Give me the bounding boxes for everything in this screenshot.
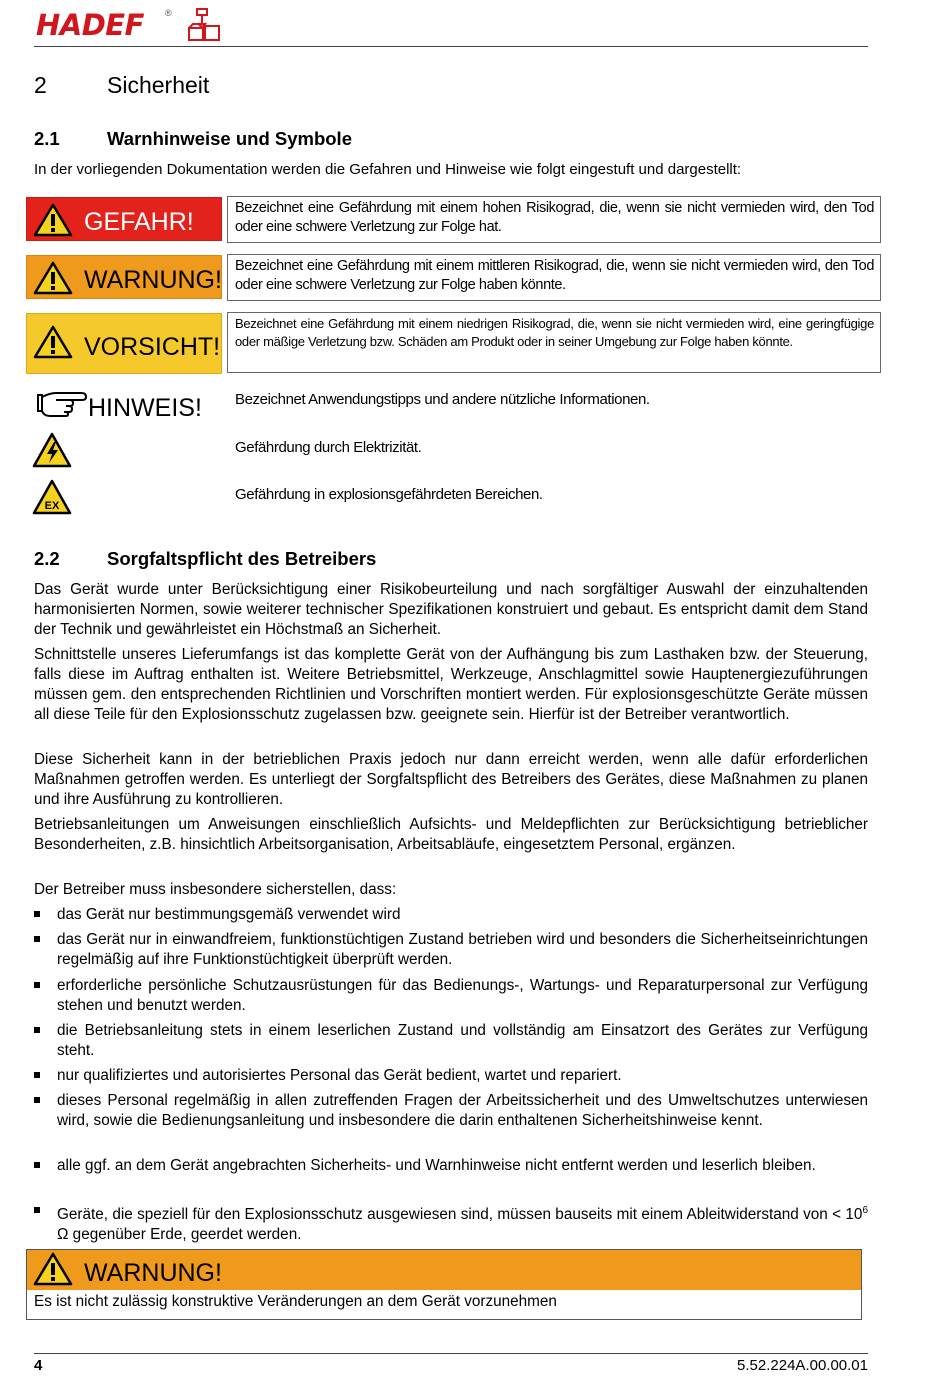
pointing-hand-icon <box>36 389 88 417</box>
hinweis-label: HINWEIS! <box>88 394 202 422</box>
paragraph: Betriebsanleitungen um Anweisungen einschließlich Aufsichts- und Meldepflichten zur Berücksichtigung betrieblicher Besonderheiten, z.B. hinsichtlich Arbeitsorganisation, Arbeitsabläufe, eingesetztem Personal, ergänzen. <box>34 816 868 853</box>
subsection-title: Sorgfaltspflicht des Betreibers <box>107 548 377 569</box>
hoist-logo-icon <box>185 6 225 44</box>
svg-text:EX: EX <box>44 500 60 512</box>
caution-signal <box>26 313 222 374</box>
electric-hazard-icon <box>32 432 72 468</box>
danger-description: Bezeichnet eine Gefährdung mit einem hohen Risikograd, die, wenn sie nicht vermieden wird, den Tod oder eine schwere Verletzung zur Folge hat. <box>227 196 881 243</box>
warning-triangle-icon <box>33 203 73 237</box>
warning-triangle-icon <box>33 1252 73 1286</box>
electric-hazard-text: Gefährdung durch Elektrizität. <box>235 439 422 456</box>
warning-description: Bezeichnet eine Gefährdung mit einem mittleren Risikograd, die, wenn sie nicht vermieden wird, den Tod oder eine schwere Verletzung zur Folge haben könnte. <box>227 254 881 301</box>
registered-mark: ® <box>165 8 172 18</box>
warning-box-label: WARNUNG! <box>84 1259 222 1287</box>
danger-signal <box>26 197 222 241</box>
danger-label: GEFAHR! <box>84 208 194 236</box>
paragraph: Das Gerät wurde unter Berücksichtigung einer Risikobeurteilung und nach sorgfältiger Auswahl der einzuhaltenden harmonisierten Normen, sowie weiterer technischer Spezifikationen konstruiert und gebaut. Es entspricht damit dem Stand der Technik und gewährleistet ein Höchstmaß an Sicherheit. <box>34 581 868 638</box>
paragraph: Schnittstelle unseres Lieferumfangs ist das komplette Gerät von der Aufhängung bis zum Lasthaken bzw. der Steuerung, falls diese im Auftrag enthalten ist. Weitere Betriebsmittel, Werkzeuge, Anschlagmittel sowie Hauptenergiezuführungen müssen gem. den entsprechenden Richtlinien und Vorschriften montiert werden. Für explosionsgeschützte Geräte müssen all diese Teile für den Explosionsschutz zugelassen bzw. geeignete sein. Hierfür ist der Betreiber verantwortlich. <box>34 646 868 723</box>
warning-triangle-icon <box>33 325 73 359</box>
hinweis-text: Bezeichnet Anwendungstipps und andere nützliche Informationen. <box>235 391 650 408</box>
document-number: 5.52.224A.00.00.01 <box>737 1357 868 1374</box>
paragraph: Der Betreiber muss insbesondere sicherstellen, dass: <box>34 881 397 898</box>
caution-description: Bezeichnet eine Gefährdung mit einem niedrigen Risikograd, die, wenn sie nicht vermieden wird, eine geringfügige oder mäßige Verletzung bzw. Schäden am Produkt oder in seiner Umgebung zur Folge haben könnte. <box>227 312 881 373</box>
section-title: Sicherheit <box>107 72 210 98</box>
caution-label: VORSICHT! <box>84 333 221 361</box>
warning-signal <box>26 255 222 299</box>
intro-text: In der vorliegenden Dokumentation werden die Gefahren und Hinweise wie folgt eingestuft und dargestellt: <box>34 161 742 178</box>
warning-triangle-icon <box>33 261 73 295</box>
warning-label: WARNUNG! <box>84 266 222 294</box>
footer-divider <box>34 1353 868 1354</box>
warning-box-text: Es ist nicht zulässig konstruktive Veränderungen an dem Gerät vorzunehmen <box>34 1293 557 1310</box>
explosion-hazard-icon <box>32 479 72 515</box>
warning-box-header <box>27 1250 861 1290</box>
section-number: 2 <box>34 72 47 98</box>
subsection-title: Warnhinweise und Symbole <box>107 128 352 149</box>
paragraph: Diese Sicherheit kann in der betrieblichen Praxis jedoch nur dann erreicht werden, wenn alle dafür erforderlichen Maßnahmen getroffen werden. Es unterliegt der Sorgfaltspflicht des Betreibers des Gerätes, diese Maßnahmen zu planen und ihre Ausführung zu kontrollieren. <box>34 751 868 808</box>
subsection-number: 2.2 <box>34 548 60 569</box>
subsection-number: 2.1 <box>34 128 60 149</box>
company-logo: HADEF <box>36 8 144 42</box>
page-number: 4 <box>34 1357 43 1374</box>
header-divider <box>34 46 868 47</box>
explosion-hazard-text: Gefährdung in explosionsgefährdeten Bereichen. <box>235 486 543 503</box>
